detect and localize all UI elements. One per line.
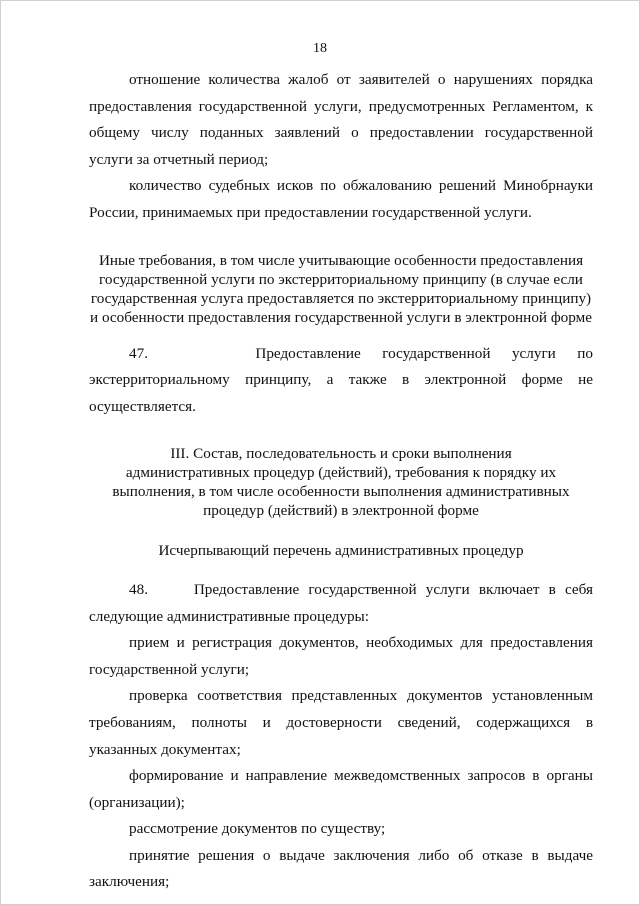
page-number: 18: [313, 41, 327, 56]
heading-line: процедур (действий) в электронной форме: [203, 502, 479, 520]
list-item-review: рассмотрение документов по существу;: [129, 820, 386, 838]
heading-line: государственная услуга предоставляется по экстерриториальному принципу): [90, 289, 592, 307]
heading-line: государственной услуги по экстерриториальному принципу (в случае если: [99, 270, 583, 288]
heading-procedures-list: Исчерпывающий перечень административных процедур: [158, 542, 524, 560]
heading-line: и особенности предоставления государственной услуги в электронной форме: [90, 308, 592, 326]
document-body: [89, 67, 593, 896]
list-item-verification: проверка соответствия представленных документов установленным требованиям, полноты и достоверности сведений, содержащихся в указанных документах;: [89, 687, 593, 758]
heading-line: выполнения, в том числе особенности выполнения административных: [112, 483, 570, 501]
heading-section-iii: [89, 444, 593, 520]
paragraph-48: 48. Предоставление государственной услуги включает в себя следующие административные процедуры:: [89, 580, 593, 625]
heading-line: Иные требования, в том числе учитывающие особенности предоставления: [98, 251, 584, 269]
list-item-reception: прием и регистрация документов, необходимых для предоставления государственной услуги;: [89, 634, 593, 678]
paragraph-47: 47. Предоставление государственной услуги по экстерриториальному принципу, а также в электронной форме не осуществляется.: [89, 344, 593, 415]
list-item-decision: принятие решения о выдаче заключения либо об отказе в выдаче заключения;: [89, 846, 593, 891]
heading-other-requirements: [89, 251, 593, 327]
heading-line: III. Состав, последовательность и сроки выполнения: [170, 445, 512, 463]
list-item-interagency-requests: формирование и направление межведомственных запросов в органы (организации);: [89, 767, 593, 811]
heading-line: административных процедур (действий), требования к порядку их: [125, 464, 557, 482]
paragraph-court-claims: количество судебных исков по обжалованию решений Минобрнауки России, принимаемых при предоставлении государственной услуги.: [89, 177, 593, 221]
paragraph-complaints-ratio: отношение количества жалоб от заявителей о нарушениях порядка предоставления государственной услуги, предусмотренных Регламентом, к общему числу поданных заявлений о предоставлении государственной услуги за отчетный период;: [89, 71, 593, 168]
